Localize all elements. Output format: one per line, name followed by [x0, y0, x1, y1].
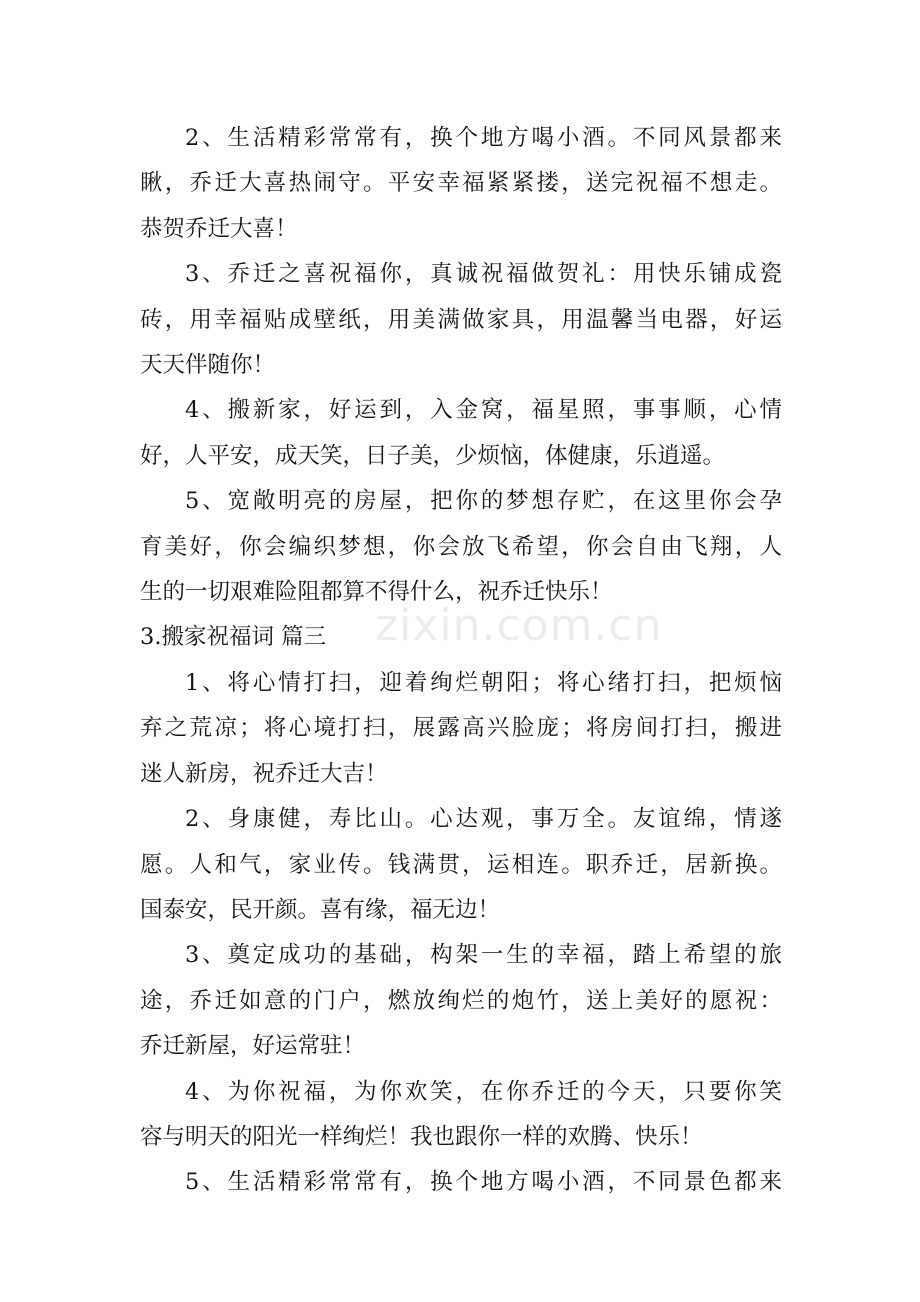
- text-line: 3、奠定成功的基础，构架一生的幸福，踏上希望的旅: [185, 942, 782, 969]
- text-line: 瞅，乔迁大喜热闹守。平安幸福紧紧搂，送完祝福不想走。: [140, 170, 782, 197]
- text-line: 5、生活精彩常常有，换个地方喝小酒，不同景色都来: [185, 1169, 782, 1196]
- document-body: [140, 116, 782, 1206]
- text-line: 4、为你祝福，为你欢笑，在你乔迁的今天，只要你笑: [185, 1078, 782, 1105]
- text-line: 5、宽敞明亮的房屋，把你的梦想存贮，在这里你会孕: [185, 488, 782, 515]
- text-line: 3、乔迁之喜祝福你，真诚祝福做贺礼：用快乐铺成瓷: [185, 261, 782, 288]
- text-line: 1、将心情打扫，迎着绚烂朝阳；将心绪打扫，把烦恼: [185, 669, 782, 696]
- text-line: 迷人新房，祝乔迁大吉！: [140, 760, 388, 787]
- text-line: 好，人平安，成天笑，日子美，少烦恼，体健康，乐逍遥。: [140, 442, 726, 469]
- section-heading: 3.搬家祝福词 篇三: [140, 624, 327, 651]
- text-line: 容与明天的阳光一样绚烂！我也跟你一样的欢腾、快乐！: [140, 1123, 703, 1150]
- paragraph-a5: [140, 479, 782, 615]
- text-line: 愿。人和气，家业传。钱满贯，运相连。职乔迁，居新换。: [140, 851, 782, 878]
- text-line: 乔迁新屋，好运常驻！: [140, 1033, 366, 1060]
- text-line: 生的一切艰难险阻都算不得什么，祝乔迁快乐！: [140, 579, 613, 606]
- paragraph-a2: [140, 116, 782, 252]
- text-line: 途，乔迁如意的门户，燃放绚烂的炮竹，送上美好的愿祝：: [140, 987, 782, 1014]
- paragraph-b5: [140, 1160, 782, 1205]
- text-line: 2、身康健，寿比山。心达观，事万全。友谊绵，情遂: [185, 806, 782, 833]
- text-line: 4、搬新家，好运到，入金窝，福星照，事事顺，心情: [185, 397, 782, 424]
- paragraph-b2: [140, 797, 782, 933]
- paragraph-b1: [140, 661, 782, 797]
- text-line: 天天伴随你！: [140, 352, 276, 379]
- paragraph-b3: [140, 933, 782, 1069]
- paragraph-a4: [140, 388, 782, 479]
- paragraph-a3: [140, 252, 782, 388]
- text-line: 2、生活精彩常常有，换个地方喝小酒。不同风景都来: [185, 125, 782, 151]
- text-line: 弃之荒凉；将心境打扫，展露高兴脸庞；将房间打扫，搬进: [140, 715, 782, 742]
- watermark: zixin.com.cn: [375, 600, 663, 651]
- text-line: 砖，用幸福贴成壁纸，用美满做家具，用温馨当电器，好运: [140, 306, 782, 333]
- text-line: 国泰安，民开颜。喜有缘，福无边！: [140, 896, 501, 923]
- text-line: 恭贺乔迁大喜！: [140, 215, 298, 242]
- paragraph-b4: [140, 1070, 782, 1161]
- text-line: 育美好，你会编织梦想，你会放飞希望，你会自由飞翔，人: [140, 533, 782, 560]
